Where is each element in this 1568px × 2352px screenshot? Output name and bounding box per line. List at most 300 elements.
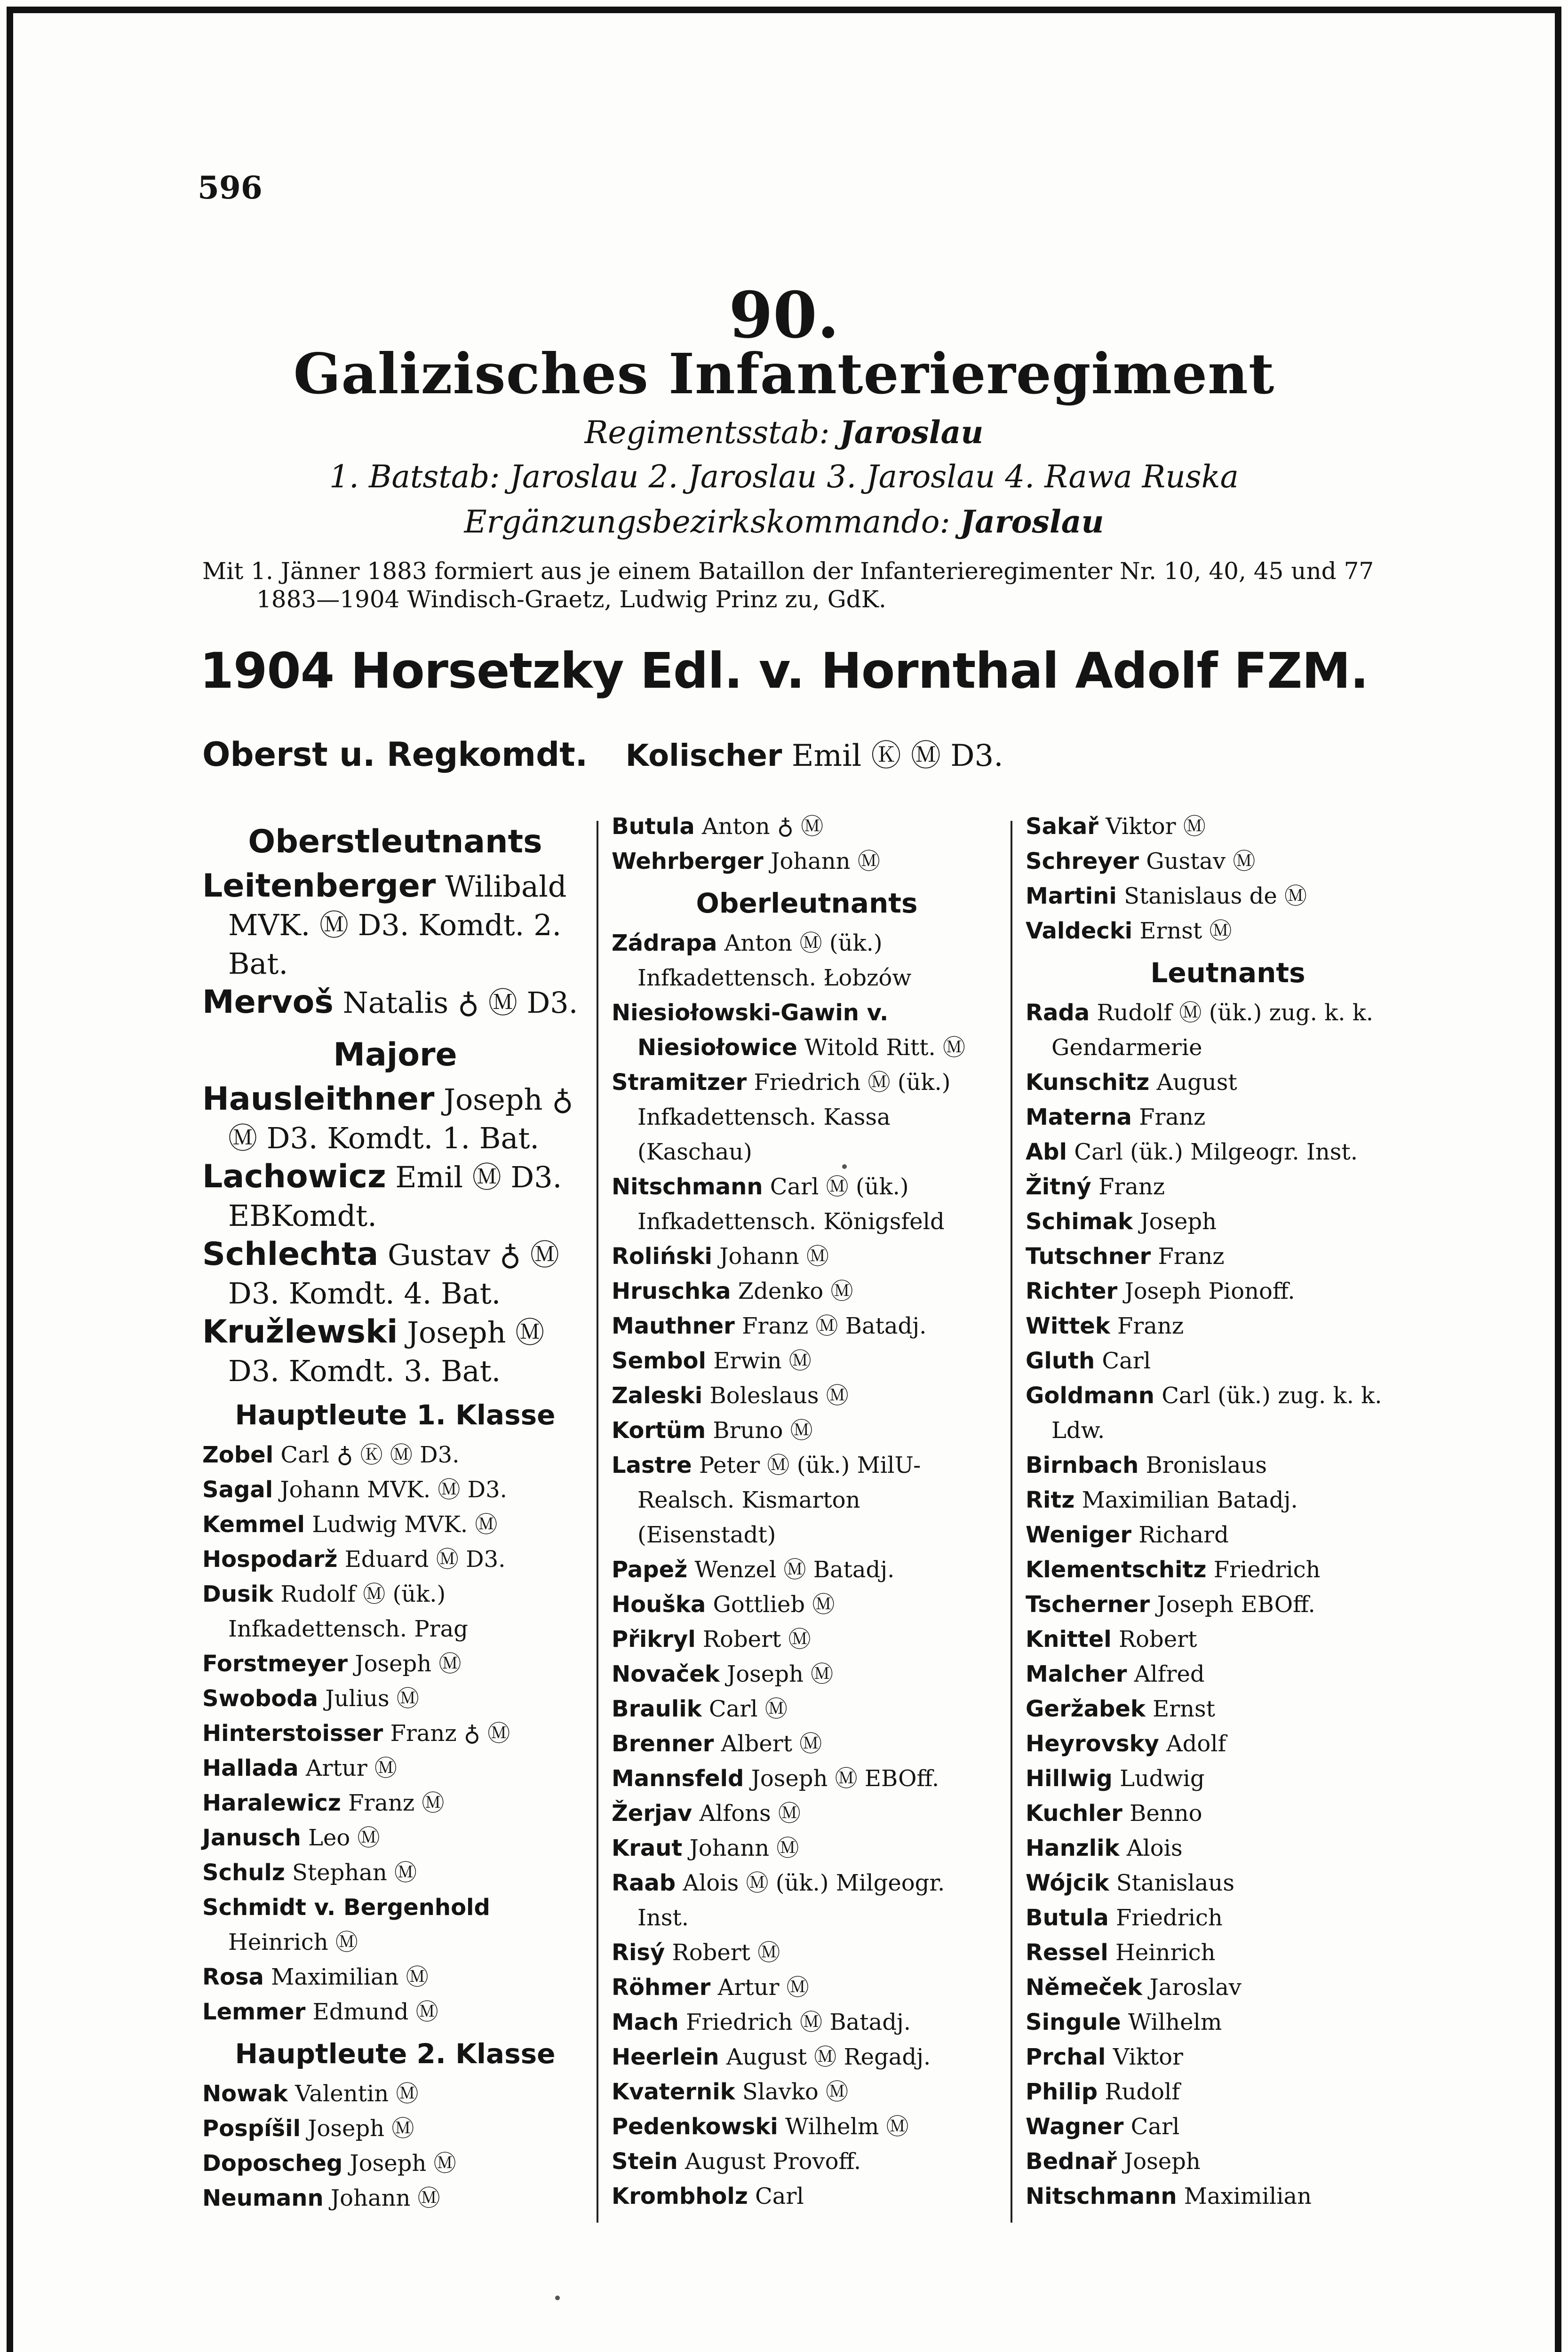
- officer-details: Rudolf Ⓜ (ük.) Infkadettensch. Prag: [228, 1581, 468, 1642]
- officer-entry: [612, 1378, 1002, 1413]
- officer-surname: Mervoš: [202, 984, 334, 1021]
- officer-surname: Forstmeyer: [202, 1651, 348, 1677]
- officer-entry: [1026, 809, 1430, 844]
- print-speck: [555, 2296, 560, 2300]
- officer-surname: Hillwig: [1026, 1765, 1113, 1792]
- officer-details: Boleslaus Ⓜ: [709, 1383, 849, 1409]
- officer-surname: Wagner: [1026, 2114, 1124, 2140]
- officer-surname: Goldmann: [1026, 1383, 1154, 1409]
- officer-details: Carl Ⓜ: [708, 1696, 788, 1722]
- officer-details: Alois: [1126, 1835, 1183, 1861]
- officer-entry: [202, 867, 588, 983]
- officer-details: Adolf: [1166, 1731, 1226, 1757]
- officer-surname: Hinterstoisser: [202, 1720, 383, 1747]
- officer-entry: [202, 1786, 588, 1820]
- officer-surname: Malcher: [1026, 1661, 1127, 1687]
- officer-entry: [1026, 1274, 1430, 1309]
- officer-details: Joseph Ⓜ D3. Komdt. 3. Bat.: [228, 1315, 545, 1388]
- officer-surname: Tscherner: [1026, 1591, 1150, 1618]
- officer-surname: Žerjav: [612, 1800, 692, 1827]
- officer-surname: Zobel: [202, 1442, 274, 1468]
- officer-entry: [612, 1970, 1002, 2005]
- officer-surname: Prchal: [1026, 2044, 1106, 2070]
- officer-details: Joseph Ⓜ: [727, 1661, 834, 1687]
- regimentsstab-value: Jaroslau: [839, 414, 984, 451]
- officer-entry: [1026, 2109, 1430, 2144]
- officer-entry: [1026, 1900, 1430, 1935]
- officer-entry: [612, 2109, 1002, 2144]
- officer-entry: [202, 1855, 588, 1890]
- list-oberleutnants-continued: [1026, 809, 1430, 948]
- officer-entry: [612, 1413, 1002, 1448]
- section-header-hauptleute-2: Hauptleute 2. Klasse: [235, 2038, 556, 2070]
- officer-surname: Tutschner: [1026, 1243, 1151, 1270]
- officer-surname: Kunschitz: [1026, 1069, 1150, 1096]
- officer-surname: Swoboda: [202, 1685, 318, 1712]
- officer-surname: Brenner: [612, 1731, 714, 1757]
- officer-surname: Papež: [612, 1557, 688, 1583]
- officer-entry: [1026, 2074, 1430, 2109]
- officer-entry: [1026, 1169, 1430, 1204]
- officer-surname: Rada: [1026, 1000, 1090, 1026]
- officer-entry: [1026, 2005, 1430, 2040]
- officer-entry: [202, 1158, 588, 1235]
- officer-surname: Schreyer: [1026, 848, 1139, 874]
- officer-surname: Gluth: [1026, 1348, 1095, 1374]
- officer-surname: Lachowicz: [202, 1158, 386, 1195]
- officer-entry: [1026, 1831, 1430, 1866]
- officer-details: Bronislaus: [1146, 1452, 1267, 1478]
- officer-entry: [202, 1313, 588, 1391]
- officer-entry: [1026, 1135, 1430, 1169]
- officer-entry: [612, 1726, 1002, 1761]
- officer-entry: [1026, 1378, 1430, 1448]
- officer-entry: [612, 1761, 1002, 1796]
- officer-entry: [202, 2076, 588, 2111]
- officer-details: Robert Ⓜ: [672, 1939, 780, 1966]
- officer-surname: Hanzlik: [1026, 1835, 1120, 1861]
- officer-entry: [1026, 1100, 1430, 1135]
- regiment-title: Galizisches Infanterieregiment: [293, 341, 1275, 406]
- section-header-oberstleutnants: Oberstleutnants: [248, 823, 542, 860]
- officer-details: Joseph Ⓜ: [308, 2115, 414, 2142]
- officer-surname: Martini: [1026, 883, 1117, 909]
- officer-details: Anton Ⓜ (ük.) Infkadettensch. Łobzów: [637, 930, 912, 991]
- column-3: [1026, 809, 1430, 2214]
- officer-details: Peter Ⓜ (ük.) MilU-Realsch. Kismarton (Eisenstadt): [637, 1452, 921, 1548]
- list-oberstleutnants: [202, 867, 588, 1022]
- officer-entry: [612, 926, 1002, 995]
- kommandant-name: Kolischer: [625, 739, 782, 773]
- officer-entry: [612, 1866, 1002, 1935]
- section-header-hauptleute-1: Hauptleute 1. Klasse: [235, 1399, 556, 1431]
- officer-surname: Krombholz: [612, 2183, 748, 2209]
- list-hauptleute-1: [202, 1438, 588, 2029]
- officer-details: Ludwig: [1119, 1765, 1205, 1792]
- officer-details: Wenzel Ⓜ Batadj.: [694, 1557, 895, 1583]
- officer-surname: Doposcheg: [202, 2150, 343, 2177]
- officer-details: Julius Ⓜ: [325, 1685, 419, 1712]
- officer-entry: [202, 1646, 588, 1681]
- officer-entry: [612, 1831, 1002, 1866]
- officer-surname: Kuchler: [1026, 1800, 1122, 1827]
- officer-details: Stanislaus: [1116, 1870, 1234, 1896]
- officer-details: Franz: [1098, 1174, 1165, 1200]
- officer-surname: Zaleski: [612, 1383, 703, 1409]
- officer-entry: [612, 1692, 1002, 1726]
- officer-surname: Novaček: [612, 1661, 720, 1687]
- officer-details: Friedrich Ⓜ Batadj.: [686, 2009, 911, 2035]
- officer-surname: Nitschmann: [1026, 2183, 1177, 2209]
- officer-details: Ernst Ⓜ: [1139, 918, 1232, 944]
- officer-surname: Hallada: [202, 1755, 299, 1781]
- officer-surname: Singule: [1026, 2009, 1121, 2035]
- officer-surname: Roliński: [612, 1243, 712, 1270]
- officer-entry: [612, 1587, 1002, 1622]
- officer-entry: [612, 844, 1002, 879]
- officer-surname: Kružlewski: [202, 1313, 398, 1351]
- officer-entry: [1026, 879, 1430, 914]
- officer-details: Maximilian: [1184, 2183, 1312, 2209]
- officer-surname: Mach: [612, 2009, 679, 2035]
- officer-surname: Heyrovsky: [1026, 1731, 1159, 1757]
- officer-details: Wilhelm Ⓜ: [785, 2114, 909, 2140]
- officer-details: Johann Ⓜ: [771, 848, 880, 874]
- officer-details: Carl: [1102, 1348, 1151, 1374]
- officer-surname: Hausleithner: [202, 1081, 435, 1118]
- officer-surname: Janusch: [202, 1825, 301, 1851]
- officer-details: Joseph: [1124, 2148, 1201, 2175]
- officer-details: Franz: [1139, 1104, 1206, 1130]
- officer-surname: Heerlein: [612, 2044, 719, 2070]
- officer-details: Carl (ük.) Milgeogr. Inst.: [1074, 1139, 1358, 1165]
- officer-entry: [1026, 914, 1430, 948]
- officer-details: Maximilian Batadj.: [1082, 1487, 1298, 1513]
- officer-surname: Wójcik: [1026, 1870, 1109, 1896]
- officer-details: Joseph: [1140, 1208, 1217, 1235]
- officer-entry: [612, 2005, 1002, 2040]
- officer-surname: Lemmer: [202, 1999, 306, 2025]
- officer-entry: [202, 1542, 588, 1577]
- officer-details: Viktor Ⓜ: [1106, 813, 1206, 840]
- officer-surname: Schmidt v. Bergenhold: [202, 1894, 490, 1921]
- officer-surname: Ressel: [1026, 1939, 1108, 1966]
- officer-surname: Pedenkowski: [612, 2114, 778, 2140]
- officer-entry: [1026, 1970, 1430, 2005]
- officer-surname: Braulik: [612, 1696, 702, 1722]
- officer-surname: Leitenberger: [202, 867, 436, 905]
- officer-details: Gustav ♁ Ⓜ D3. Komdt. 4. Bat.: [228, 1238, 559, 1311]
- officer-details: Joseph Ⓜ EBOff.: [751, 1765, 939, 1792]
- officer-details: Gottlieb Ⓜ: [713, 1591, 835, 1618]
- officer-surname: Sagal: [202, 1477, 273, 1503]
- officer-entry: [612, 1657, 1002, 1692]
- ergaenzung-value: Jaroslau: [960, 503, 1104, 540]
- officer-surname: Birnbach: [1026, 1452, 1139, 1478]
- officer-entry: [612, 1935, 1002, 1970]
- officer-surname: Butula: [1026, 1905, 1109, 1931]
- officer-details: Emil Ⓜ D3. EBKomdt.: [228, 1160, 562, 1233]
- officer-surname: Němeček: [1026, 1974, 1143, 2001]
- officer-surname: Valdecki: [1026, 918, 1133, 944]
- officer-details: Franz Ⓜ Batadj.: [742, 1313, 927, 1339]
- officer-surname: Neumann: [202, 2185, 324, 2211]
- officer-details: Franz: [1158, 1243, 1225, 1270]
- officer-entry: [202, 1507, 588, 1542]
- officer-details: Friedrich: [1213, 1557, 1321, 1583]
- officer-details: Friedrich Ⓜ (ük.) Infkadettensch. Kassa (Kaschau): [637, 1069, 951, 1165]
- list-oberleutnants: [612, 926, 1002, 2214]
- officer-details: Carl: [1130, 2114, 1180, 2140]
- officer-entry: [1026, 1761, 1430, 1796]
- list-majore: [202, 1080, 588, 1391]
- officer-entry: [1026, 1796, 1430, 1831]
- kommandant-details: Emil Ⓚ Ⓜ D3.: [791, 739, 1003, 773]
- ergaenzung-label: Ergänzungsbezirkskommando:: [464, 504, 950, 540]
- officer-details: Ernst: [1153, 1696, 1215, 1722]
- officer-surname: Schimak: [1026, 1208, 1133, 1235]
- list-hauptleute-2: [202, 2076, 588, 2216]
- officer-details: Gustav Ⓜ: [1146, 848, 1256, 874]
- officer-surname: Schulz: [202, 1859, 285, 1886]
- officer-details: Artur Ⓜ: [305, 1755, 397, 1781]
- officer-surname: Houška: [612, 1591, 706, 1618]
- officer-details: August: [1156, 1069, 1237, 1096]
- officer-surname: Mauthner: [612, 1313, 735, 1339]
- officer-details: Viktor: [1113, 2044, 1183, 2070]
- officer-entry: [1026, 1622, 1430, 1657]
- officer-surname: Hospodarž: [202, 1546, 338, 1573]
- officer-entry: [202, 1994, 588, 2029]
- officer-details: Alois Ⓜ (ük.) Milgeogr. Inst.: [637, 1870, 945, 1931]
- officer-entry: [612, 1343, 1002, 1378]
- column-1: [202, 809, 588, 2216]
- officer-entry: [612, 1448, 1002, 1552]
- officer-details: Albert Ⓜ: [721, 1731, 822, 1757]
- officer-details: Maximilian Ⓜ: [271, 1964, 429, 1990]
- officer-entry: [202, 1960, 588, 1994]
- officer-entry: [202, 2111, 588, 2146]
- officer-details: Rudolf: [1105, 2079, 1180, 2105]
- officer-details: Wilhelm: [1128, 2009, 1222, 2035]
- officer-surname: Kemmel: [202, 1511, 305, 1538]
- column-divider-2: [1011, 821, 1012, 2223]
- officer-details: Johann Ⓜ: [719, 1243, 829, 1270]
- officer-surname: Žitný: [1026, 1174, 1091, 1200]
- officer-details: Zdenko Ⓜ: [738, 1278, 853, 1304]
- officer-entry: [1026, 995, 1430, 1065]
- officer-entry: [612, 1796, 1002, 1831]
- officer-details: Franz Ⓜ: [348, 1790, 445, 1816]
- batstab-line: 1. Batstab: Jaroslau 2. Jaroslau 3. Jaroslau 4. Rawa Ruska: [329, 459, 1239, 495]
- officer-details: Ludwig MVK. Ⓜ: [312, 1511, 498, 1538]
- officer-entry: [202, 1235, 588, 1313]
- officer-entry: [612, 809, 1002, 844]
- officer-entry: [612, 2040, 1002, 2074]
- officer-entry: [612, 1169, 1002, 1239]
- kommandant-rank: Oberst u. Regkomdt.: [202, 735, 588, 774]
- officer-surname: Raab: [612, 1870, 676, 1896]
- officer-details: Artur Ⓜ: [717, 1974, 809, 2001]
- officer-entry: [612, 1274, 1002, 1309]
- officer-surname: Geržabek: [1026, 1696, 1146, 1722]
- officer-details: Richard: [1138, 1522, 1229, 1548]
- officer-surname: Mannsfeld: [612, 1765, 744, 1792]
- officer-entry: [1026, 1935, 1430, 1970]
- regimentsstab-label: Regimentsstab:: [584, 414, 830, 451]
- officer-entry: [1026, 1866, 1430, 1900]
- officer-surname: Bednař: [1026, 2148, 1117, 2175]
- officer-details: Anton ♁ Ⓜ: [701, 813, 824, 840]
- officer-details: Stephan Ⓜ: [292, 1859, 417, 1886]
- officer-entry: [202, 1577, 588, 1646]
- officer-entry: [202, 983, 588, 1022]
- officer-entry: [612, 2074, 1002, 2109]
- officer-details: Johann MVK. Ⓜ D3.: [280, 1477, 507, 1503]
- officer-details: Friedrich: [1115, 1905, 1223, 1931]
- officer-surname: Kraut: [612, 1835, 683, 1861]
- officer-surname: Ritz: [1026, 1487, 1075, 1513]
- officer-entry: [202, 1716, 588, 1751]
- inhaber-history-note: 1883—1904 Windisch-Graetz, Ludwig Prinz zu, GdK.: [256, 586, 886, 613]
- officer-surname: Wittek: [1026, 1313, 1110, 1339]
- officer-surname: Schlechta: [202, 1236, 379, 1273]
- section-header-leutnants: Leutnants: [1150, 957, 1305, 989]
- officer-details: Slavko Ⓜ: [742, 2079, 849, 2105]
- officer-entry: [1026, 1065, 1430, 1100]
- officer-details: Jaroslav: [1149, 1974, 1242, 2001]
- officer-surname: Kortüm: [612, 1417, 706, 1444]
- officer-entry: [1026, 2144, 1430, 2179]
- officer-entry: [1026, 1483, 1430, 1518]
- officer-surname: Butula: [612, 813, 695, 840]
- column-divider-1: [597, 821, 598, 2223]
- officer-details: Leo Ⓜ: [308, 1825, 380, 1851]
- officer-details: Edmund Ⓜ: [312, 1999, 438, 2025]
- officer-surname: Röhmer: [612, 1974, 711, 2001]
- officer-entry: [1026, 1204, 1430, 1239]
- officer-entry: [1026, 1726, 1430, 1761]
- officer-surname: Dusik: [202, 1581, 273, 1607]
- officer-details: Heinrich: [1115, 1939, 1216, 1966]
- officer-entry: [1026, 2179, 1430, 2214]
- officer-details: Benno: [1130, 1800, 1202, 1827]
- officer-entry: [202, 2146, 588, 2181]
- officer-entry: [612, 995, 1002, 1065]
- list-leutnants: [1026, 995, 1430, 2214]
- officer-entry: [612, 1552, 1002, 1587]
- officer-details: Eduard Ⓜ D3.: [344, 1546, 506, 1573]
- officer-surname: Kvaternik: [612, 2079, 735, 2105]
- list-hauptleute-2-continued: [612, 809, 1002, 879]
- officer-details: Joseph Ⓜ: [350, 2150, 456, 2177]
- officer-entry: [202, 1681, 588, 1716]
- officer-entry: [202, 1080, 588, 1158]
- officer-surname: Pospíšil: [202, 2115, 301, 2142]
- officer-entry: [1026, 1552, 1430, 1587]
- officer-details: Johann Ⓜ: [689, 1835, 799, 1861]
- section-header-majore: Majore: [333, 1036, 457, 1073]
- officer-details: Johann Ⓜ: [330, 2185, 440, 2211]
- officer-details: Carl Ⓜ (ük.) Infkadettensch. Königsfeld: [637, 1174, 945, 1235]
- officer-surname: Hruschka: [612, 1278, 731, 1304]
- officer-entry: [1026, 1587, 1430, 1622]
- officer-details: Bruno Ⓜ: [713, 1417, 813, 1444]
- officer-details: Carl: [755, 2183, 804, 2209]
- officer-surname: Philip: [1026, 2079, 1098, 2105]
- officer-entry: [1026, 1692, 1430, 1726]
- officer-entry: [612, 1239, 1002, 1274]
- officer-surname: Richter: [1026, 1278, 1118, 1304]
- officer-details: Joseph Pionoff.: [1124, 1278, 1295, 1304]
- officer-details: Robert Ⓜ: [702, 1626, 811, 1653]
- officer-entry: [612, 1309, 1002, 1343]
- officer-details: Joseph ♁ Ⓜ D3. Komdt. 1. Bat.: [228, 1082, 573, 1155]
- officer-surname: Lastre: [612, 1452, 692, 1478]
- officer-entry: [1026, 1343, 1430, 1378]
- officer-details: Erwin Ⓜ: [713, 1348, 812, 1374]
- officer-surname: Materna: [1026, 1104, 1132, 1130]
- officer-surname: Sakař: [1026, 813, 1098, 840]
- officer-entry: [1026, 1657, 1430, 1692]
- officer-details: Wilibald MVK. Ⓜ D3. Komdt. 2. Bat.: [228, 869, 567, 981]
- officer-entry: [1026, 844, 1430, 879]
- officer-surname: Niesiołowski-Gawin v. Niesiołowice: [612, 1000, 889, 1061]
- officer-surname: Zádrapa: [612, 930, 717, 956]
- officer-details: Robert: [1118, 1626, 1197, 1653]
- page-number: 596: [198, 169, 263, 206]
- officer-surname: Stramitzer: [612, 1069, 747, 1096]
- officer-details: Natalis ♁ Ⓜ D3.: [342, 985, 578, 1020]
- officer-details: Rudolf Ⓜ (ük.) zug. k. k. Gendarmerie: [1051, 1000, 1374, 1061]
- officer-details: Witold Ritt. Ⓜ: [804, 1034, 966, 1061]
- officer-details: Franz ♁ Ⓜ: [390, 1720, 510, 1747]
- officer-details: Alfons Ⓜ: [699, 1800, 801, 1827]
- officer-surname: Stein: [612, 2148, 678, 2175]
- officer-entry: [1026, 1239, 1430, 1274]
- officer-surname: Sembol: [612, 1348, 706, 1374]
- officer-surname: Nowak: [202, 2081, 288, 2107]
- regimentskommandant: [202, 731, 1003, 775]
- officer-entry: [612, 1622, 1002, 1657]
- officer-entry: [1026, 1518, 1430, 1552]
- officer-details: Joseph EBOff.: [1157, 1591, 1315, 1618]
- officer-details: Joseph Ⓜ: [355, 1651, 462, 1677]
- officer-entry: [612, 2144, 1002, 2179]
- officer-surname: Wehrberger: [612, 848, 764, 874]
- officer-surname: Nitschmann: [612, 1174, 763, 1200]
- officer-details: Franz: [1117, 1313, 1184, 1339]
- officer-entry: [202, 1472, 588, 1507]
- officer-entry: [1026, 1309, 1430, 1343]
- officer-surname: Haralewicz: [202, 1790, 341, 1816]
- officer-details: Alfred: [1134, 1661, 1205, 1687]
- officer-entry: [202, 1820, 588, 1855]
- officer-details: Stanislaus de Ⓜ: [1124, 883, 1307, 909]
- officer-details: Heinrich Ⓜ: [228, 1929, 358, 1955]
- regimentsstab-line: [0, 414, 1568, 451]
- officer-surname: Rosa: [202, 1964, 264, 1990]
- column-2: [612, 809, 1002, 2214]
- officer-surname: Klementschitz: [1026, 1557, 1207, 1583]
- section-header-oberleutnants: Oberleutnants: [696, 887, 918, 919]
- officer-details: Carl (ük.) zug. k. k. Ldw.: [1051, 1383, 1382, 1444]
- ergaenzung-line: [0, 503, 1568, 540]
- officer-details: August Ⓜ Regadj.: [726, 2044, 931, 2070]
- officer-surname: Knittel: [1026, 1626, 1112, 1653]
- officer-entry: [1026, 2040, 1430, 2074]
- officer-details: Valentin Ⓜ: [295, 2081, 419, 2107]
